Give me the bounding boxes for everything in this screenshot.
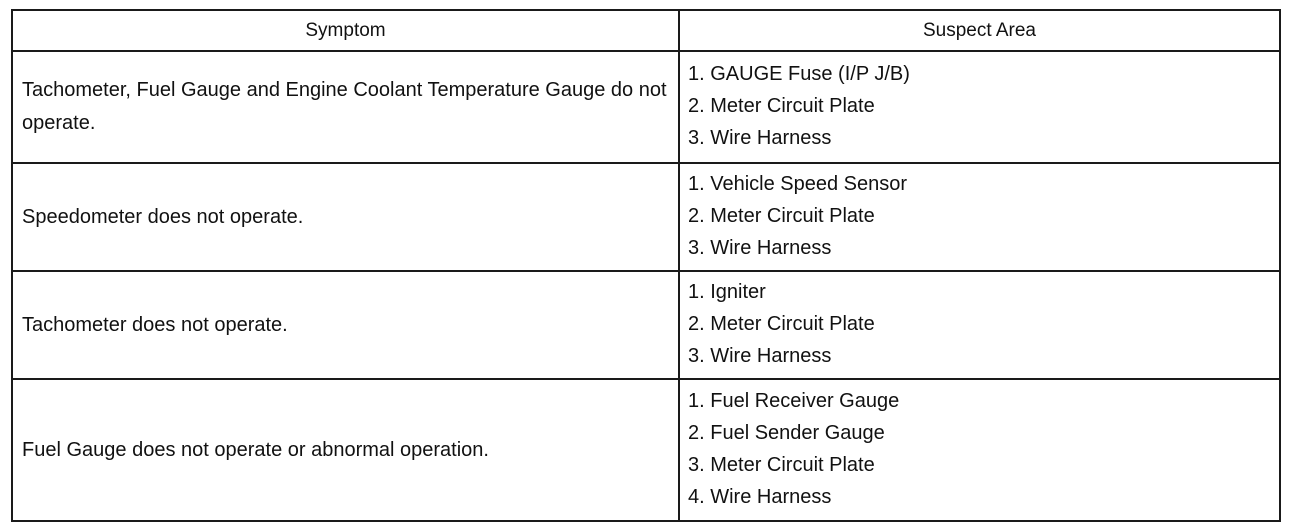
table-row bbox=[12, 51, 1280, 163]
suspect-area-cell bbox=[679, 163, 1280, 271]
symptom-cell: Tachometer does not operate. bbox=[12, 271, 679, 379]
suspect-area-cell bbox=[679, 271, 1280, 379]
suspect-area-item: 1. Vehicle Speed Sensor bbox=[688, 173, 908, 195]
suspect-area-cell bbox=[679, 51, 1280, 163]
suspect-area-item: 1. Fuel Receiver Gauge bbox=[688, 390, 900, 412]
suspect-area-item: 2. Meter Circuit Plate bbox=[688, 205, 875, 227]
troubleshooting-table bbox=[11, 9, 1281, 522]
suspect-area-item: 3. Wire Harness bbox=[688, 345, 832, 367]
header-suspect-area: Suspect Area bbox=[679, 10, 1280, 51]
header-row bbox=[12, 10, 1280, 51]
suspect-area-item: 2. Fuel Sender Gauge bbox=[688, 422, 885, 444]
header-symptom: Symptom bbox=[12, 10, 679, 51]
suspect-area-item: 3. Wire Harness bbox=[688, 127, 832, 149]
table-body bbox=[12, 51, 1280, 521]
table-row bbox=[12, 163, 1280, 271]
symptom-cell: Tachometer, Fuel Gauge and Engine Coolant Temperature Gauge do not operate. bbox=[12, 51, 679, 163]
suspect-area-item: 3. Meter Circuit Plate bbox=[688, 454, 875, 476]
suspect-area-item: 1. Igniter bbox=[688, 281, 766, 303]
symptom-cell: Speedometer does not operate. bbox=[12, 163, 679, 271]
suspect-area-item: 4. Wire Harness bbox=[688, 486, 832, 508]
suspect-area-item: 2. Meter Circuit Plate bbox=[688, 313, 875, 335]
symptom-cell: Fuel Gauge does not operate or abnormal operation. bbox=[12, 379, 679, 521]
table-row bbox=[12, 379, 1280, 521]
suspect-area-item: 3. Wire Harness bbox=[688, 237, 832, 259]
suspect-area-item: 1. GAUGE Fuse (I/P J/B) bbox=[688, 63, 910, 85]
suspect-area-item: 2. Meter Circuit Plate bbox=[688, 95, 875, 117]
table-row bbox=[12, 271, 1280, 379]
suspect-area-cell bbox=[679, 379, 1280, 521]
table-header bbox=[12, 10, 1280, 51]
